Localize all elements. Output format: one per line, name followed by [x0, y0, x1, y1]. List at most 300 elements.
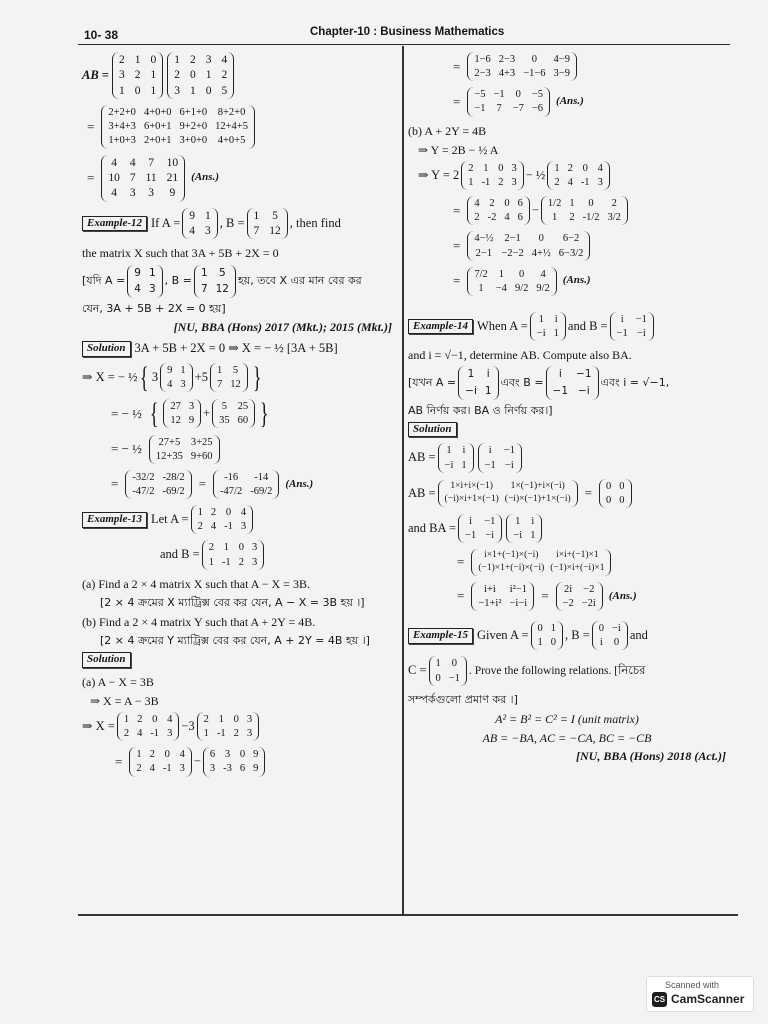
matrix-cell: 2	[567, 162, 573, 174]
matrix-cell: 4+3	[498, 68, 516, 80]
matrix	[599, 479, 632, 508]
question-b-bengali: [2 × 4 ক্রমের Y ম্যাট্রিক্স বের কর যেন, A + 2Y = 4B হয় ।]	[100, 634, 370, 647]
matrix	[556, 582, 603, 611]
matrix-cell: (−1)×i+(−i)×1	[550, 563, 605, 574]
matrix	[506, 514, 542, 543]
matrix-cell: 0	[519, 268, 525, 280]
matrix-cell: 1	[569, 198, 575, 210]
matrix-cell: 10	[166, 156, 179, 169]
example-12-result: = -32/2 -28/2 -47/2 -69/2 = -16 -14 -47/2 -69/2 (Ans.)	[82, 470, 392, 499]
matrix-cell: 1×i+i×(−1)	[450, 480, 493, 491]
matrix-cell: −1	[616, 328, 628, 339]
ab-product-line	[82, 52, 392, 99]
matrix-cell: 1×(−1)+i×(−i)	[510, 480, 565, 491]
text: এবং B =	[500, 376, 544, 390]
matrix-cell: −1	[484, 459, 496, 471]
matrix-cell: −2	[583, 583, 595, 595]
matrix-cell: 5	[232, 365, 239, 377]
matrix-cell: 3	[119, 69, 125, 82]
ba-line	[408, 514, 726, 543]
matrix-cell: i+i	[484, 583, 496, 595]
matrix-cell: -32/2	[132, 471, 155, 483]
matrix-cell: −1	[493, 89, 505, 101]
matrix	[458, 514, 502, 543]
solution-tag: Solution	[82, 341, 131, 357]
matrix-cell: -3	[223, 763, 232, 775]
matrix-cell: 1	[200, 266, 208, 279]
matrix-cell: 4−9	[553, 54, 570, 65]
matrix-cell: -1	[162, 763, 172, 775]
matrix-cell: 2−1	[504, 233, 521, 245]
matrix-cell: 1	[223, 542, 229, 554]
page-number: 10- 38	[84, 28, 119, 42]
example-14-bengali-2: AB নির্ণয় কর। BA ও নির্ণয় কর।]	[408, 403, 553, 417]
matrix-cell: 4	[129, 156, 136, 169]
example-14-solution	[408, 422, 726, 438]
chapter-title: Chapter-10 : Business Mathematics	[310, 26, 505, 38]
matrix-cell: 3	[174, 84, 180, 97]
part-b-line6: = 7/2 1 0 4 1 −4 9/2 9/2 (Ans.)	[408, 267, 726, 296]
text: and B =	[160, 547, 200, 562]
text: Given A =	[477, 628, 529, 642]
text: , B =	[164, 274, 192, 288]
matrix-cell: 1	[538, 313, 544, 325]
matrix-cell: 3	[251, 556, 258, 568]
matrix-cell: 0	[504, 198, 510, 210]
matrix-cell: 2+2+0	[108, 107, 136, 119]
relation-1: A² = B² = C² = I (unit matrix)	[495, 711, 639, 726]
matrix-cell: -16	[224, 471, 239, 483]
matrix-cell: 1	[119, 84, 125, 97]
matrix-cell: 3+4+3	[108, 121, 136, 133]
matrix-cell: 1	[203, 728, 209, 740]
example-14-bengali	[408, 366, 726, 399]
matrix-cell: 2+0+1	[143, 135, 172, 147]
text: , then find	[289, 215, 341, 230]
matrix-cell: 2	[197, 521, 203, 533]
matrix	[210, 363, 248, 392]
text: , B =	[565, 628, 590, 642]
matrix-cell: -1/2	[582, 212, 600, 224]
matrix-cell: 6+0+1	[143, 121, 172, 133]
matrix-cell: 9	[189, 209, 196, 222]
matrix-cell: 0	[606, 480, 612, 492]
matrix	[438, 480, 578, 507]
equation: ⇒ Y = 2	[418, 167, 460, 182]
matrix-cell: 0	[164, 749, 170, 761]
matrix-cell: 0	[225, 507, 232, 519]
matrix-cell: 2	[221, 69, 228, 82]
answer-mark: (Ans.)	[191, 171, 219, 184]
matrix-cell: 9/2	[514, 282, 529, 294]
example-15-bengali: সম্পর্কগুলো প্রমাণ কর ।]	[408, 692, 518, 706]
matrix	[194, 265, 236, 298]
example-12-step1: ⇒ X = − ½ { 3 9 1 4 3 +5 1 5 7 12 }	[82, 360, 262, 394]
matrix-cell: 3	[511, 177, 517, 188]
matrix-cell: −5	[531, 89, 544, 101]
matrix	[610, 312, 654, 341]
matrix-cell: 2	[134, 69, 141, 82]
matrix-cell: 6	[239, 763, 246, 775]
matrix	[112, 52, 163, 99]
matrix-cell: 4	[240, 507, 247, 519]
answer-mark: (Ans.)	[285, 477, 314, 490]
matrix-cell: 1	[148, 266, 156, 279]
right-column	[408, 52, 726, 770]
matrix-cell: 1	[190, 84, 196, 97]
matrix-cell: 1	[253, 209, 260, 222]
matrix-cell: 4	[540, 268, 546, 280]
matrix-cell: 21	[166, 171, 179, 184]
matrix	[247, 208, 288, 240]
question-a: (a) Find a 2 × 4 matrix X such that A − X = 3B.	[82, 576, 310, 591]
matrix	[478, 443, 522, 472]
matrix-cell: (−i)×(−1)+1×(−i)	[504, 493, 571, 504]
example-13-b	[160, 540, 392, 569]
matrix-cell: −i	[513, 530, 523, 542]
matrix-cell: i	[620, 313, 624, 325]
matrix-cell: 9	[188, 415, 195, 427]
matrix-cell: 7	[216, 379, 223, 391]
matrix-cell: 0	[498, 162, 504, 174]
matrix-cell: 4	[210, 521, 217, 533]
matrix-cell: 2	[474, 212, 480, 224]
matrix-cell: 3/2	[607, 212, 621, 224]
matrix-cell: 2	[210, 507, 217, 519]
matrix-cell: 3	[148, 282, 156, 295]
text: . Prove the following relations. [নিচের	[468, 664, 646, 677]
matrix-cell: 9+2+0	[179, 121, 208, 133]
matrix	[458, 366, 498, 399]
matrix	[429, 656, 467, 685]
matrix-cell: 12	[215, 282, 229, 295]
example-12-bengali-2: যেন, 3A + 5B + 2X = 0 হয়]	[82, 302, 226, 315]
ab-result-line: = 4 4 7 10 10 7 11 21 4 3 3 9 (Ans.)	[82, 155, 392, 202]
matrix-cell: 1	[205, 209, 211, 222]
matrix-cell: 5	[218, 266, 226, 279]
matrix-cell: 4	[179, 749, 185, 761]
matrix-cell: 1	[216, 365, 223, 377]
matrix	[129, 747, 192, 776]
matrix	[467, 196, 530, 225]
matrix-cell: 0	[613, 637, 620, 649]
matrix-cell: −1	[635, 313, 647, 325]
text: [যদি A =	[82, 274, 126, 288]
matrix-cell: 3	[167, 728, 173, 740]
matrix-cell: 0	[606, 494, 612, 506]
matrix-cell: 4+½	[531, 247, 551, 259]
matrix-cell: −i	[485, 530, 495, 542]
question-b: (b) Find a 2 × 4 matrix Y such that A + 2Y = 4B.	[82, 614, 316, 629]
matrix-cell: 0	[550, 637, 556, 649]
matrix-cell: 4	[134, 282, 141, 295]
matrix-cell: 2	[136, 763, 142, 775]
matrix-cell: −i	[577, 384, 590, 397]
matrix-cell: 0	[531, 54, 537, 65]
matrix-cell: 1	[123, 714, 130, 726]
matrix-cell: i	[469, 515, 473, 527]
matrix-cell: 27	[170, 401, 181, 413]
example-tag: Example-15	[408, 628, 473, 644]
matrix-cell: 9	[167, 365, 173, 377]
matrix-cell: 4	[137, 728, 143, 740]
matrix-cell: 5	[272, 209, 278, 222]
right-step2: = −5 −1 0 −5 −1 7 −7 −6 (Ans.)	[408, 87, 726, 116]
example-12-line2: the matrix X such that 3A + 5B + 2X = 0	[82, 246, 279, 261]
citation: [NU, BBA (Hons) 2017 (Mkt.); 2015 (Mkt.)]	[173, 319, 392, 334]
matrix-cell: 1	[478, 282, 484, 294]
matrix	[127, 265, 162, 298]
matrix-cell: 1	[180, 365, 186, 377]
matrix-cell: -1	[216, 728, 226, 740]
matrix-cell: 12+35	[155, 450, 183, 462]
matrix	[461, 161, 524, 190]
matrix-cell: 0	[538, 233, 544, 245]
matrix-cell: 9	[169, 187, 176, 200]
matrix-cell: -1	[150, 728, 160, 740]
matrix-cell: 9	[253, 763, 259, 775]
matrix-cell: 3	[246, 714, 253, 726]
matrix-cell: 1−6	[474, 54, 491, 65]
matrix-cell: -28/2	[162, 471, 185, 483]
matrix-cell: i	[599, 637, 603, 649]
matrix-cell: 2	[208, 542, 214, 554]
matrix-cell: i²−1	[509, 583, 527, 595]
matrix-cell: 3	[597, 177, 603, 188]
matrix-cell: 7	[129, 171, 136, 184]
watermark-line2: CamScanner	[671, 992, 745, 1006]
matrix-cell: 4+0+0	[143, 107, 172, 119]
matrix-cell: 25	[237, 401, 249, 413]
text: [যখন A =	[408, 376, 457, 390]
matrix	[163, 399, 201, 428]
matrix-cell: 11	[145, 171, 157, 184]
matrix-cell: −1	[465, 530, 477, 542]
matrix-cell: −i	[536, 328, 546, 339]
matrix-cell: −1	[474, 103, 486, 115]
text: হয়, তবে X এর মান বের কর	[238, 274, 362, 288]
matrix-cell: -2	[487, 212, 497, 224]
solution-tag: Solution	[408, 422, 457, 438]
matrix-cell: 3	[251, 542, 258, 554]
matrix	[471, 549, 611, 576]
matrix	[467, 231, 590, 260]
ab-label: AB =	[82, 67, 109, 82]
matrix-cell: 6	[517, 198, 523, 210]
matrix-cell: 4	[111, 156, 117, 169]
matrix-cell: 1	[551, 212, 558, 224]
matrix-cell: −1+i²	[478, 598, 502, 610]
left-column	[82, 52, 392, 783]
matrix-cell: 0	[233, 714, 239, 726]
equation: ⇒ X = − ½	[82, 369, 138, 384]
matrix-cell: 3	[240, 521, 247, 533]
example-tag: Example-14	[408, 319, 473, 335]
matrix-cell: 1	[197, 507, 203, 519]
matrix-cell: (−i)×i+1×(−1)	[444, 493, 499, 504]
matrix-cell: 4	[474, 198, 480, 210]
matrix-cell: 35	[219, 415, 230, 427]
citation: [NU, BBA (Hons) 2018 (Act.)]	[576, 749, 726, 763]
column-divider	[402, 46, 404, 914]
matrix-cell: 1	[553, 328, 559, 339]
matrix-cell: 12	[230, 379, 241, 391]
ab-step-line: = 2+2+0 4+0+0 6+1+0 8+2+0 3+4+3 6+0+1 9+2+0 12+4+5 1+0+3 2+0+1 3+0+0 4+0+5	[82, 105, 392, 148]
ba-result: = i+i i²−1 −1+i² −i−i = 2i −2 −2 −2i (Ans.)	[408, 582, 726, 611]
matrix-cell: i	[558, 368, 562, 381]
matrix-cell: −7	[512, 103, 524, 115]
matrix-cell: i	[462, 445, 466, 457]
matrix-cell: 7	[200, 282, 208, 295]
matrix-cell: 1	[484, 384, 492, 397]
example-14-line2: and i = √−1, determine AB. Compute also BA.	[408, 348, 632, 363]
matrix-cell: -69/2	[162, 486, 185, 498]
matrix-cell: 4	[167, 714, 173, 726]
matrix-cell: −2−2	[501, 247, 524, 259]
matrix-cell: 9/2	[536, 282, 550, 294]
matrix	[547, 161, 610, 190]
matrix	[467, 87, 550, 116]
matrix-cell: −i	[636, 328, 646, 339]
equation: ⇒ X =	[82, 718, 115, 733]
text: and B =	[567, 318, 608, 333]
ba-expand: = i×1+(−1)×(−i) i×i+(−1)×1 (−1)×1+(−i)×(−i) (−1)×i+(−i)×1	[408, 549, 726, 576]
matrix-cell: 8+2+0	[217, 107, 246, 119]
matrix-cell: i	[486, 368, 490, 381]
matrix-cell: 2	[233, 728, 239, 740]
matrix-cell: 1	[446, 445, 452, 457]
watermark-line1: Scanned with	[665, 980, 720, 990]
matrix-cell: 0	[537, 623, 543, 635]
matrix-cell: 1	[467, 368, 475, 381]
matrix	[182, 208, 218, 240]
matrix-cell: −1	[552, 384, 569, 397]
matrix-cell: 2	[489, 198, 495, 210]
matrix	[541, 196, 628, 225]
matrix-cell: 7/2	[474, 268, 488, 280]
matrix-cell: 1	[537, 637, 543, 649]
matrix-cell: −6	[531, 103, 544, 115]
matrix-cell: 9	[253, 749, 259, 761]
matrix-cell: 7	[148, 156, 154, 169]
matrix-cell: 1	[218, 714, 224, 726]
matrix-cell: 3+0+0	[179, 135, 208, 147]
matrix	[530, 312, 566, 341]
matrix-cell: 12	[170, 415, 181, 427]
matrix	[117, 712, 180, 741]
matrix-cell: -1	[580, 177, 590, 188]
matrix-cell: −1−6	[523, 68, 546, 80]
example-12-step3: = − ½ 27+5 3+25 12+35 9+60	[82, 435, 392, 464]
matrix	[202, 540, 265, 569]
matrix-cell: −2	[562, 598, 574, 610]
matrix-cell: 3	[511, 162, 517, 174]
matrix-cell: 2	[554, 177, 560, 188]
matrix	[438, 443, 474, 472]
camscanner-logo-icon: CS	[652, 992, 667, 1007]
matrix-cell: 1	[530, 530, 536, 542]
matrix-cell: 6−3/2	[558, 247, 584, 259]
matrix-cell: i	[531, 515, 535, 527]
matrix	[101, 105, 255, 148]
matrix-cell: i×1+(−1)×(−i)	[484, 550, 539, 561]
matrix-cell: 9	[134, 266, 141, 279]
matrix-cell: 3−9	[553, 68, 570, 80]
text: এবং i = √−1,	[600, 376, 670, 390]
matrix-cell: −i	[612, 623, 621, 635]
equation: AB =	[408, 450, 436, 465]
matrix-cell: 3+25	[190, 436, 213, 448]
matrix-cell: 5	[221, 84, 228, 97]
matrix-cell: 2	[190, 54, 196, 66]
matrix-cell: 1	[435, 658, 441, 670]
ab-expand: AB = 1×i+i×(−1) 1×(−1)+i×(−i) (−i)×i+1×(−1) (−i)×(−1)+1×(−i) = 0 0 0 0	[408, 479, 726, 508]
matrix-cell: 3	[205, 54, 212, 66]
matrix-cell: (−1)×1+(−i)×(−i)	[478, 563, 545, 574]
matrix-cell: 0	[134, 84, 141, 97]
matrix-cell: 10	[108, 171, 120, 184]
matrix-cell: i×i+(−1)×1	[556, 550, 599, 561]
solution-a2: ⇒ X = A − 3B	[90, 693, 159, 708]
matrix-cell: 0	[435, 672, 441, 684]
matrix-cell: 2−1	[475, 247, 493, 259]
matrix-cell: 2	[611, 198, 617, 210]
example-13-statement	[82, 505, 392, 534]
matrix-cell: 4	[111, 187, 117, 200]
right-step1: = 1−6 2−3 0 4−9 2−3 4+3 −1−6 3−9	[408, 52, 726, 81]
example-12-statement	[82, 208, 392, 240]
matrix-cell: −2i	[581, 598, 596, 610]
example-12-step2: = − ½ { 27 3 12 9 + 5 25 35 60 }	[111, 396, 269, 430]
example-15-statement	[408, 621, 726, 650]
matrix-cell: 3	[180, 379, 186, 391]
matrix-cell: 0	[239, 749, 246, 761]
part-b-line2: ⇒ Y = 2B − ½ A	[418, 142, 499, 157]
example-13-solution	[82, 652, 392, 668]
matrix-cell: 1	[150, 69, 157, 82]
matrix	[471, 582, 534, 611]
matrix-cell: 12	[269, 225, 281, 237]
bottom-rule	[78, 914, 738, 916]
matrix-cell: 3	[205, 225, 211, 237]
solution-tag: Solution	[82, 652, 131, 668]
matrix-cell: 7	[253, 225, 260, 237]
answer-mark: (Ans.)	[562, 274, 591, 287]
matrix-cell: -1	[221, 556, 231, 568]
matrix-cell: -1	[481, 177, 491, 188]
matrix	[191, 505, 254, 534]
example-tag: Example-13	[82, 512, 147, 528]
matrix-cell: 6+1+0	[179, 107, 208, 119]
matrix-cell: 0	[238, 542, 244, 554]
matrix-cell: 0	[150, 54, 157, 66]
matrix-cell: 0	[152, 714, 158, 726]
matrix-cell: 0	[598, 623, 605, 635]
matrix-cell: 2	[149, 749, 155, 761]
solution-a4: = 1 2 0 4 2 4 -1 3 − 6 3 0 9 3 -3 6 9	[82, 747, 392, 776]
matrix-cell: 3	[246, 728, 253, 740]
matrix-cell: 0	[205, 84, 212, 97]
matrix	[467, 52, 577, 81]
matrix-cell: 1	[205, 69, 212, 82]
matrix-cell: 2	[174, 69, 180, 82]
matrix-cell: −1	[484, 515, 496, 527]
example-12-solution	[82, 341, 392, 357]
example-14-statement	[408, 312, 726, 341]
text: When A =	[477, 318, 528, 333]
matrix-cell: 7	[496, 103, 502, 115]
text: and	[629, 628, 648, 642]
